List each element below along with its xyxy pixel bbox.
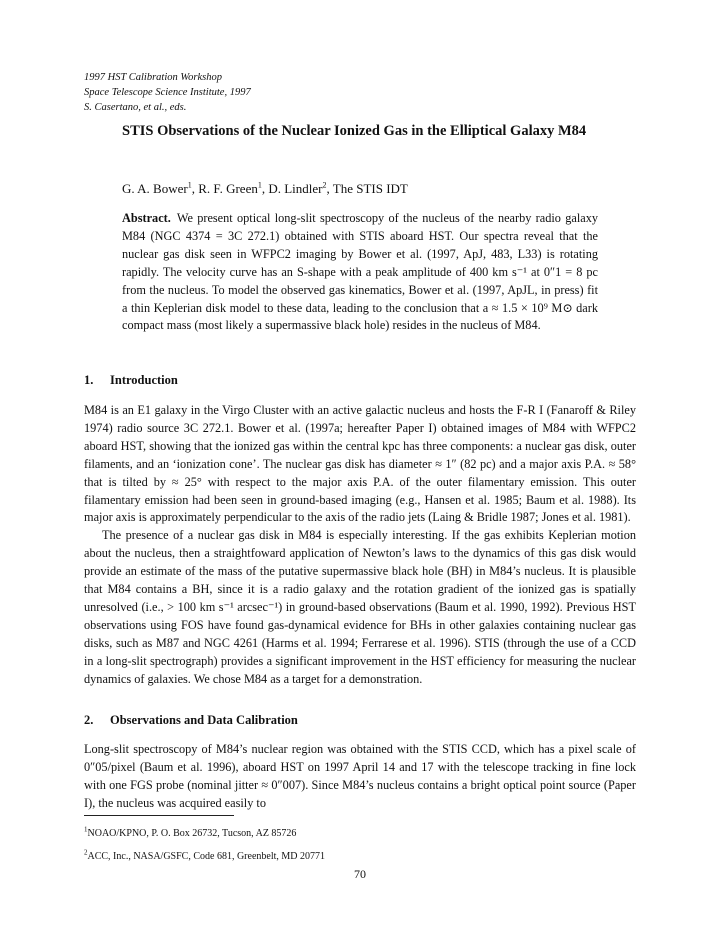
header-line-3: S. Casertano, et al., eds. [84, 102, 187, 113]
paper-title: STIS Observations of the Nuclear Ionized Gas in the Elliptical Galaxy M84 [122, 123, 587, 139]
footnote-text: NOAO/KPNO, P. O. Box 26732, Tucson, AZ 85726 [87, 828, 297, 839]
affil-mark: 1 [187, 180, 192, 190]
section-number: 2. [84, 713, 94, 727]
author-lindler: , D. Lindler [261, 181, 323, 196]
abstract-text: We present optical long-slit spectroscopy of the nucleus of the nearby radio galaxy M84 (NGC 4374 = 3C 272.1) obtained with STIS aboard HST. Our spectra reveal that the nuclear gas disk seen in WFPC2 imaging by Bower et al. (1997, ApJ, 483, L33) is rotating rapidly. The velocity curve has an S-shape with a peak amplitude of 400 km s⁻¹ at 0″1 = 8 pc from the nucleus. To model the observed gas kinematics, Bower et al. (1997, ApJL, in press) fit a thin Keplerian disk model to these data, leading to the conclusion that a ≈ 1.5 × 10⁹ M⊙ dark compact mass (most likely a supermassive black hole) resides in the nucleus of M84. [122, 211, 598, 333]
footnote-mark: 1 [84, 825, 88, 834]
header-line-1: 1997 HST Calibration Workshop [84, 72, 222, 83]
section-title: Introduction [110, 373, 178, 387]
footnote-1 [84, 827, 296, 840]
introduction-body [84, 402, 636, 689]
section-heading-observations [84, 713, 298, 728]
page-number: 70 [354, 867, 366, 881]
author-green: , R. F. Green [191, 181, 258, 196]
footnote-text: ACC, Inc., NASA/GSFC, Code 681, Greenbelt, MD 20771 [87, 851, 325, 862]
footnote-2 [84, 850, 325, 863]
section-number: 1. [84, 373, 94, 387]
section-heading-introduction [84, 373, 178, 388]
paragraph: Long-slit spectroscopy of M84’s nuclear region was obtained with the STIS CCD, which has a pixel scale of 0″05/pixel (Baum et al. 1996), aboard HST on 1997 April 14 and 17 with the telescope tracking in fine lock with one FGS probe (nominal jitter ≈ 0″007). Since M84’s nucleus contains a bright optical point source (Paper I), the nucleus was acquired easily to [84, 742, 636, 810]
footnote-mark: 2 [84, 848, 88, 857]
paragraph: The presence of a nuclear gas disk in M84 is especially interesting. If the gas exhibits Keplerian motion about the nucleus, then a straightfoward application of Newton’s laws to the dynamics of this gas disk would provide an estimate of the mass of the putative supermassive black hole (BH) in M84’s nucleus. It is plausible that M84 contains a BH, since it is a radio galaxy and the rotation gradient of the ionized gas is spatially unresolved (i.e., > 100 km s⁻¹ arcsec⁻¹) in ground-based observations (Baum et al. 1990, 1992). Previous HST observations using FOS have found gas-dynamical evidence for BHs in other galaxies containing nuclear gas disks, such as M87 and NGC 4261 (Harms et al. 1994; Ferrarese et al. 1996). STIS (through the use of a CCD in a long-slit spectrograph) provides a significant improvement in the HST efficiency for measuring the nuclear dynamics of galaxies. We chose M84 as a target for a demonstration. [84, 528, 636, 686]
abstract-label: Abstract. [122, 211, 171, 225]
affil-mark: 1 [257, 180, 262, 190]
footnote-rule [84, 815, 234, 816]
running-header [84, 70, 251, 115]
affil-mark: 2 [322, 180, 327, 190]
abstract [122, 210, 598, 335]
author-stis-idt: , The STIS IDT [326, 181, 408, 196]
header-line-2: Space Telescope Science Institute, 1997 [84, 87, 251, 98]
author-list [122, 181, 408, 197]
paragraph: M84 is an E1 galaxy in the Virgo Cluster with an active galactic nucleus and hosts the F-R I (Fanaroff & Riley 1974) radio source 3C 272.1. Bower et al. (1997a; hereafter Paper I) obtained images of M84 with WFPC2 aboard HST, showing that the ionized gas within the central kpc has three components: a nuclear gas disk, outer filaments, and an ‘ionization cone’. The nuclear gas disk has diameter ≈ 1″ (82 pc) and a major axis P.A. ≈ 58° that is tilted by ≈ 25° with respect to the major axis P.A. of the outer filamentary emission. This outer filamentary emission had been seen in ground-based imaging (e.g., Hansen et al. 1985; Baum et al. 1988). Its major axis is approximately perpendicular to the axis of the radio jets (Laing & Bridle 1987; Jones et al. 1981). [84, 403, 636, 525]
observations-body [84, 741, 636, 813]
author-bower: G. A. Bower [122, 181, 188, 196]
section-title: Observations and Data Calibration [110, 713, 298, 727]
